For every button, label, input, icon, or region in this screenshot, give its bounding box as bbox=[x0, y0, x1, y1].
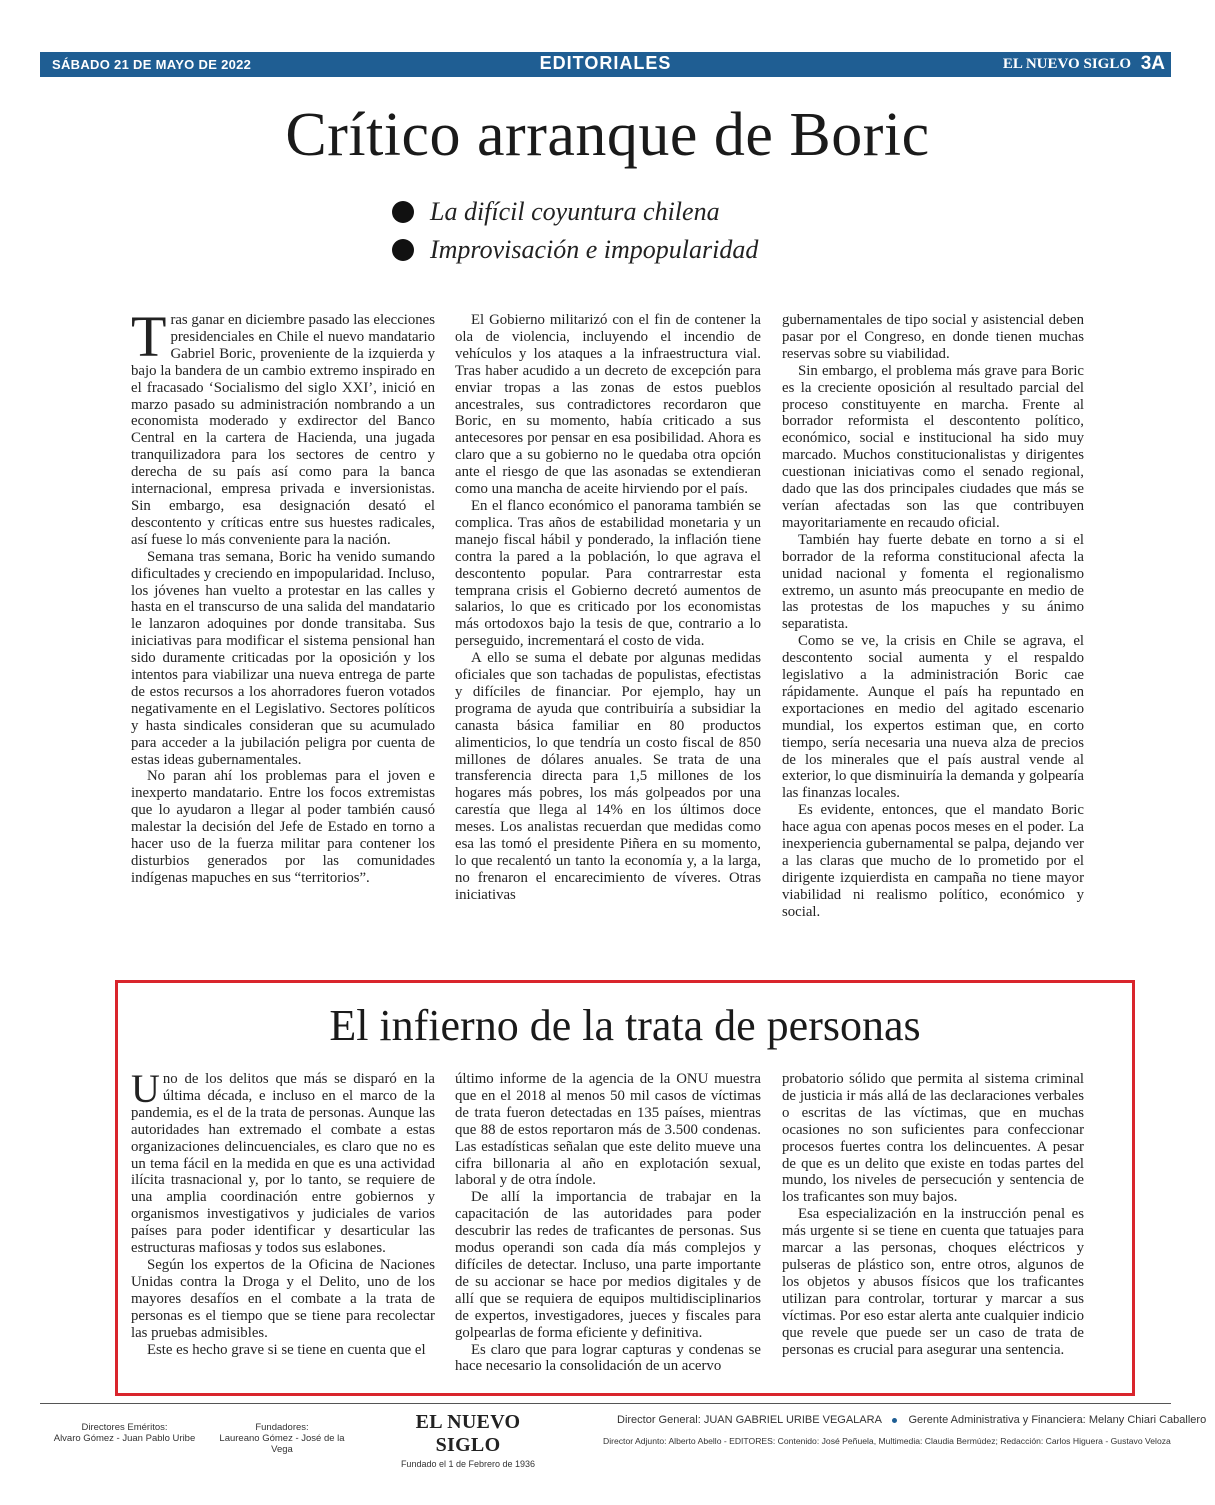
fundadores-names: Laureano Gómez - José de la Vega bbox=[219, 1433, 345, 1455]
editors-line: Director Adjunto: Alberto Abello - EDITORES: Contenido: José Peñuela, Multimedia: Claudia Bermúdez; Redacción: Carlos Higuera - Gustavo Veloza bbox=[603, 1436, 1171, 1446]
paragraph: Es evidente, entonces, que el mandato Boric hace agua con apenas pocos meses en el poder. La inexperiencia gubernamental se palpa, dejando ver a las claras que mucho de lo prometido por el dirigente izquierdista en campaña no tiene mayor viabilidad ni realismo político, económico y social. bbox=[782, 802, 1084, 920]
gerente-name: Melany Chiari Caballero bbox=[1088, 1414, 1207, 1426]
drop-cap: T bbox=[131, 304, 167, 369]
paragraph: De allí la importancia de trabajar en la capacitación de las autoridades para poder descubrir las redes de traficantes de personas. Sus modus operandi son cada día más complejos y difíciles de detectar. Incluso, una parte importante de su accionar se hace por medios digitales y de allí que se requiera de equipos multidisciplinarios de expertos, investigadores, jueces y fiscales para golpearlas de forma eficiente y definitiva. bbox=[455, 1189, 761, 1341]
editorial-subtitles bbox=[392, 193, 758, 269]
director-label: Director General: bbox=[617, 1414, 701, 1426]
separator-dot-icon bbox=[892, 1418, 897, 1423]
masthead-staff bbox=[617, 1414, 1206, 1426]
footer-divider bbox=[40, 1403, 1171, 1404]
paragraph: No paran ahí los problemas para el joven e inexperto mandatario. Entre los focos extremistas que lo ayudaron a llegar al poder también causó malestar la decisión del Jefe de Estado en torno a hacer uso de la fuerza militar para contener los disturbios generados por las comunidades indígenas mapuches en sus “territorios”. bbox=[131, 768, 435, 886]
editorial-2-column-1 bbox=[131, 1066, 435, 1358]
paragraph: Semana tras semana, Boric ha venido sumando dificultades y creciendo en impopularidad. Incluso, los jóvenes han vuelto a protestar en las calles y hasta en el transcurso de una salida del mandatario le lanzaron adoquines por donde transitaba. Sus iniciativas para modificar el sistema pensional han sido duramente criticadas por la oposición y los intentos para viabilizar una nueva entrega de parte de estos recursos a los ahorradores fueron votados negativamente en el Legislativo. Sectores políticos y hasta sindicales consideran que su acumulado para acceder a la jubilación peligra por cuenta de estas ideas gubernamentales. bbox=[131, 548, 435, 768]
paragraph: Según los expertos de la Oficina de Naciones Unidas contra la Droga y el Delito, uno de los mayores desafíos en el combate a la trata de personas es el tiempo que se tiene para recolectar las pruebas admisibles. bbox=[131, 1256, 435, 1341]
paragraph: Es claro que para lograr capturas y condenas se hace necesario la consolidación de un acervo bbox=[455, 1341, 761, 1375]
paragraph: Este es hecho grave si se tiene en cuenta que el bbox=[147, 1341, 426, 1358]
paragraph: último informe de la agencia de la ONU muestra que en el 2018 al menos 50 mil casos de víctimas de trata fueron detectadas en 135 países, mientras que 88 de estos reportaron más de 3.500 condenas. Las estadísticas señalan que este delito mueve una cifra billonaria al año en explotación sexual, laboral y de otra índole. bbox=[455, 1071, 761, 1189]
subtitle-item bbox=[392, 193, 758, 231]
brand-name: EL NUEVO SIGLO bbox=[1002, 56, 1131, 72]
header-bar bbox=[40, 52, 1171, 77]
logo-text: EL NUEVO SIGLO bbox=[415, 1411, 521, 1456]
paragraph: Esa especialización en la instrucción penal es más urgente si se tiene en cuenta que tatuajes para marcar a las personas, choques eléctricos y pulseras de plástico son, entre otros, algunos de los objetos y abusos físicos que los traficantes utilizan para controlar, torturar y marcar a sus víctimas. Por eso estar alerta ante cualquier indicio que revele que puede ser un caso de trata de personas es crucial para asegurar una sentencia. bbox=[782, 1206, 1084, 1358]
paragraph: Tras ganar en diciembre pasado las elecciones presidenciales en Chile el nuevo mandatario Gabriel Boric, proveniente de la izquierda y bajo la bandera de un cambio extremo inspirado en el fracasado ‘Socialismo del siglo XXI’, inició en marzo pasado su administración nombrando a un economista moderado y exdirector del Banco Central en la cartera de Hacienda, una jugada tranquilizadora para los sectores de centro y derecha de su país así como para la banca internacional, empresa privada e inversionistas. Sin embargo, esa designación desató el descontento y críticas entre sus huestes radicales, así fuese lo más conveniente para la nación. bbox=[131, 304, 436, 548]
drop-cap: U bbox=[131, 1066, 160, 1111]
paragraph: El Gobierno militarizó con el fin de contener la ola de violencia, incluyendo el incendio de vehículos y los ataques a la infraestructura vial. Tras haber acudido a un decreto de excepción para enviar tropas a las zonas de estos pueblos ancestrales, sus contradictores recordaron que Boric, en su momento, había criticado a sus antecesores por pensar en esa posibilidad. Ahora es claro que a su gobierno no le quedaba otra opción ante el riesgo de que las asonadas se extendieran como una mancha de aceite hirviendo por el país. bbox=[455, 312, 761, 498]
emeritos-label: Directores Eméritos: bbox=[81, 1422, 168, 1433]
paragraph: gubernamentales de tipo social y asistencial deben pasar por el Congreso, en donde tienen muchas reservas sobre su viabilidad. bbox=[782, 312, 1084, 362]
editorial-column-3 bbox=[782, 312, 1084, 921]
editorial-title: Crítico arranque de Boric bbox=[285, 101, 930, 169]
paragraph: probatorio sólido que permita al sistema criminal de justicia ir más allá de las declaraciones verbales o escritas de las víctimas, que en muchas ocasiones no son suficientes para confeccionar procesos fuertes contra los delincuentes. A pesar de que es un delito que existe en todas partes del mundo, los niveles de persecución y sentencia de los traficantes son muy bajos. bbox=[782, 1071, 1084, 1206]
fundadores-label: Fundadores: bbox=[255, 1422, 309, 1433]
directores-emeritos bbox=[52, 1422, 197, 1444]
paragraph: A ello se suma el debate por algunas medidas oficiales que son tachadas de populistas, efectistas y difíciles de financiar. Por ejemplo, hay un programa de ayuda que contribuiría a subsidiar la canasta básica familiar en 80 productos alimenticios, lo que tendría un costo fiscal de 850 millones de dólares anuales. Se trata de una transferencia directa para 1,5 millones de los hogares más pobres, los más golpeados por una carestía que llega al 14% en los últimos doce meses. Los analistas recuerdan que medidas como esa las tomó el presidente Piñera en su momento, lo que recalentó un tanto la economía y, a la larga, no frenaron el encarecimiento de víveres. Otras iniciativas bbox=[455, 650, 761, 903]
emeritos-names: Alvaro Gómez - Juan Pablo Uribe bbox=[53, 1433, 196, 1444]
subtitle-item bbox=[392, 231, 758, 269]
paragraph: Uno de los delitos que más se disparó en la última década, e incluso en el marco de la pandemia, es el de la trata de personas. Aunque las autoridades han extremado el combate a estas organizaciones delincuenciales, es claro que no es un tema fácil en la medida en que es una actividad ilícita trasnacional y, por lo tanto, se requiere de una amplia coordinación entre gobiernos y organismos investigativos y judiciales de varios países para poder identificar y desarticular las estructuras mafiosas y todos sus eslabones. bbox=[131, 1066, 435, 1257]
editorial-column-1 bbox=[131, 304, 436, 887]
paragraph: En el flanco económico el panorama también se complica. Tras años de estabilidad monetaria y un manejo fiscal hábil y ponderado, la inflación tiene contra la pared a la población, lo que agrava el descontento popular. Para contrarrestar esta temprana crisis el Gobierno decretó aumentos de salarios, lo que es criticado por los economistas más ortodoxos bajo la tesis de que, contrario a lo perseguido, incrementará el costo de vida. bbox=[455, 497, 761, 650]
paragraph: Sin embargo, el problema más grave para Boric es la creciente oposición al resultado parcial del proceso constituyente en marcha. Frente al borrador reformista el descontento político, económico, social e institucional ha sido muy marcado. Muchos constitucionalistas y dirigentes cuestionan iniciativas como el senado regional, dado que las dos principales ciudades que más se verían afectadas son las que contribuyen mayoritariamente en recaudo oficial. bbox=[782, 362, 1084, 531]
paragraph: También hay fuerte debate en torno a si el borrador de la reforma constitucional afecta la unidad nacional y fomenta el regionalismo extremo, un asunto más preocupante en medio de las protestas de los mapuches y su ánimo separatista. bbox=[782, 531, 1084, 633]
founded-date: Fundado el 1 de Febrero de 1936 bbox=[400, 1459, 536, 1469]
editorial-2-column-3 bbox=[782, 1071, 1084, 1358]
bullet-icon bbox=[392, 239, 414, 261]
newspaper-logo bbox=[398, 1411, 538, 1469]
section-name: EDITORIALES bbox=[539, 53, 672, 73]
editorial-column-2 bbox=[455, 312, 761, 904]
subtitle-text: La difícil coyuntura chilena bbox=[430, 197, 720, 226]
editorial-2-title: El infierno de la trata de personas bbox=[329, 1001, 921, 1050]
paragraph: Como se ve, la crisis en Chile se agrava, el descontento social aumenta y el respaldo legislativo a la administración Boric cae rápidamente. Aunque el país ha repuntado en exportaciones en medio del agitado escenario mundial, los expertos estiman que, en corto tiempo, sería necesaria una nueva alza de precios de los minerales que el país austral vende al exterior, lo que disminuiría la demanda y golpearía las finanzas locales. bbox=[782, 633, 1084, 802]
editorial-2-column-2 bbox=[455, 1071, 761, 1375]
fundadores bbox=[212, 1422, 352, 1455]
bullet-icon bbox=[392, 201, 414, 223]
director-name: JUAN GABRIEL URIBE VEGALARA bbox=[703, 1414, 882, 1426]
gerente-label: Gerente Administrativa y Financiera: bbox=[908, 1414, 1086, 1426]
issue-date: SÁBADO 21 DE MAYO DE 2022 bbox=[52, 57, 252, 72]
page-number: 3A bbox=[1140, 53, 1165, 74]
subtitle-text: Improvisación e impopularidad bbox=[430, 235, 759, 264]
